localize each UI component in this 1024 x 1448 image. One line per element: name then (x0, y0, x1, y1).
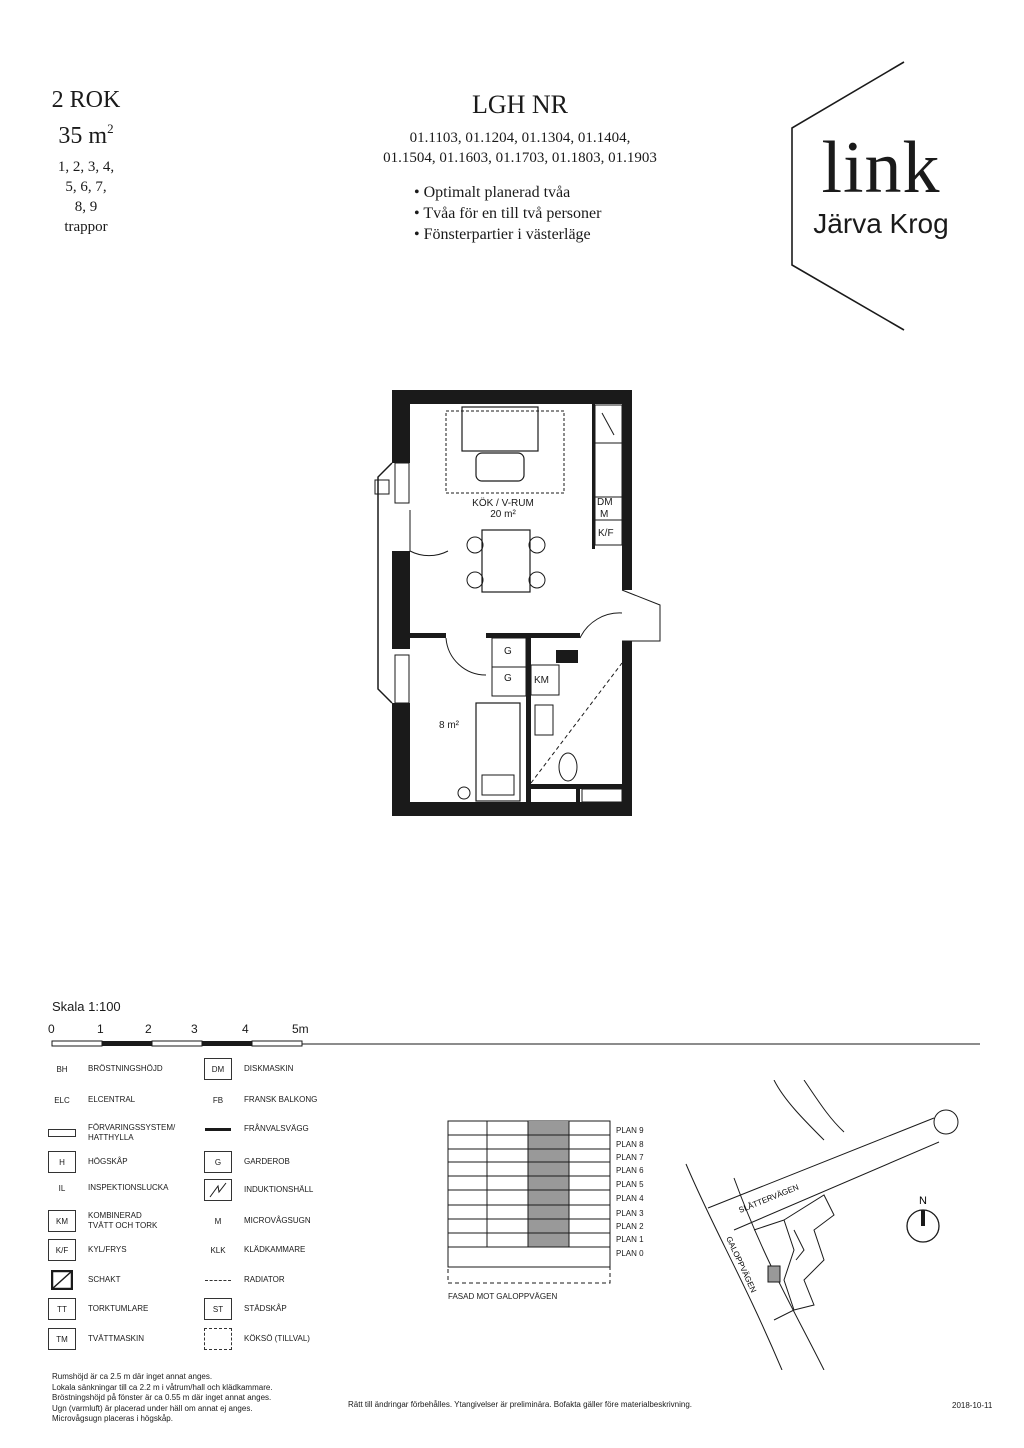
scale-tick: 3 (191, 1022, 198, 1036)
exhaust-wall-icon (204, 1118, 232, 1140)
storage-icon (48, 1129, 76, 1137)
legend-item: ST STÄDSKÅP (204, 1298, 287, 1320)
dishwasher-label: DM (597, 497, 613, 508)
plan-label: PLAN 3 (616, 1209, 644, 1218)
plan-label: PLAN 7 (616, 1153, 644, 1162)
legend-item: KLK KLÄDKAMMARE (210, 1245, 306, 1255)
washer-dryer-label: KM (534, 675, 549, 686)
radiator-icon (204, 1269, 232, 1291)
feature-item: • Optimalt planerad tvåa (414, 184, 571, 201)
legend-item: FRÅNVALSVÄGG (204, 1118, 309, 1140)
plan-label: PLAN 4 (616, 1194, 644, 1203)
legend-item: SCHAKT (48, 1269, 120, 1291)
apartment-title: LGH NR (471, 90, 569, 119)
legend-item: H HÖGSKÅP (48, 1151, 128, 1173)
plan-label: PLAN 6 (616, 1166, 644, 1175)
legend-item: FB FRANSK BALKONG (212, 1095, 318, 1105)
legend-item: IL INSPEKTIONSLUCKA (58, 1183, 169, 1193)
legend-item: RADIATOR (204, 1269, 285, 1291)
scale-tick: 5m (292, 1022, 309, 1036)
document-date: 2018-10-11 (952, 1401, 993, 1410)
legend-item: TT TORKTUMLARE (48, 1298, 148, 1320)
microwave-label: M (600, 509, 609, 520)
street-label: GALOPPVÄGEN (724, 1235, 759, 1295)
floor-plan (360, 385, 680, 825)
scale-tick: 2 (145, 1022, 152, 1036)
scale-bar (40, 1036, 984, 1050)
kitchen-island-icon (204, 1328, 232, 1350)
legend-item: KÖKSÖ (TILLVAL) (204, 1328, 310, 1350)
legend-item: FÖRVARINGSSYSTEM/ HATTHYLLA (48, 1122, 175, 1144)
legend-item: TM TVÄTTMASKIN (48, 1328, 144, 1350)
legend-item: ELC ELCENTRAL (54, 1095, 136, 1105)
scale-title: Skala 1:100 (52, 999, 121, 1014)
apartment-summary (40, 86, 132, 237)
legend-item: BH BRÖSTNINGSHÖJD (56, 1064, 163, 1074)
stairs-list: 1, 2, 3, 4, 5, 6, 7, 8, 9 trappor (57, 159, 115, 235)
logo-place: Järva Krog (813, 208, 949, 239)
legend-item: K/F KYL/FRYS (48, 1239, 127, 1261)
feature-item: • Tvåa för en till två personer (414, 205, 602, 222)
legend-item: DM DISKMASKIN (204, 1058, 293, 1080)
feature-item: • Fönsterpartier i västerläge (414, 226, 591, 243)
wardrobe-label: G (504, 673, 512, 684)
logo (806, 128, 956, 238)
apartment-area: 35 $m^2$ (58, 121, 114, 149)
fridge-label: K/F (598, 528, 614, 539)
plan-label: PLAN 5 (616, 1180, 644, 1189)
plan-label: PLAN 8 (616, 1140, 644, 1149)
apartment-numbers (330, 90, 710, 168)
feature-list (414, 182, 601, 245)
plan-label: PLAN 0 (616, 1249, 644, 1258)
plan-label: PLAN 1 (616, 1235, 644, 1244)
legend-item: KM KOMBINERAD TVÄTT OCH TORK (48, 1210, 157, 1232)
north-arrow-label: N (919, 1195, 927, 1207)
bedroom-area-label: 8 m² (439, 720, 459, 731)
street-label: SLÅTTERVÄGEN (737, 1182, 800, 1215)
scale-tick: 0 (48, 1022, 55, 1036)
scale-tick: 4 (242, 1022, 249, 1036)
plan-label: PLAN 9 (616, 1126, 644, 1135)
logo-brand: link (821, 127, 941, 209)
site-map (684, 1080, 984, 1370)
shaft-icon (48, 1269, 76, 1291)
plan-label: PLAN 2 (616, 1222, 644, 1231)
legend-item: G GARDEROB (204, 1151, 290, 1173)
scale-tick: 1 (97, 1022, 104, 1036)
facade-diagram (440, 1115, 620, 1290)
legend (40, 1058, 380, 1348)
disclaimer: Rätt till ändringar förbehålles. Ytangivelser är preliminära. Bofakta gäller före materialbeskrivning. (348, 1400, 693, 1409)
room-count: 2 ROK (51, 87, 121, 113)
notes: Rumshöjd är ca 2.5 m där inget annat anges. Lokala sänkningar till ca 2.2 m i våtrum/hall och klädkammare. Bröstningshöjd på fönster är ca 0.55 m där inget annat anges. Ugn (varmluft) är placerad under häll om annat ej anges. Microvågsugn placeras i högskåp. (52, 1372, 273, 1423)
facade-caption: FASAD MOT GALOPPVÄGEN (448, 1292, 558, 1301)
apartment-number-list: 01.1103, 01.1204, 01.1304, 01.1404, 01.1504, 01.1603, 01.1703, 01.1803, 01.1903 (383, 130, 657, 166)
legend-item: M MICROVÅGSUGN (214, 1216, 311, 1226)
induction-hob-icon (204, 1179, 232, 1201)
wardrobe-label: G (504, 646, 512, 657)
legend-item: INDUKTIONSHÄLL (204, 1179, 313, 1201)
kitchen-living-label: KÖK / V-RUM 20 m² (472, 498, 534, 520)
